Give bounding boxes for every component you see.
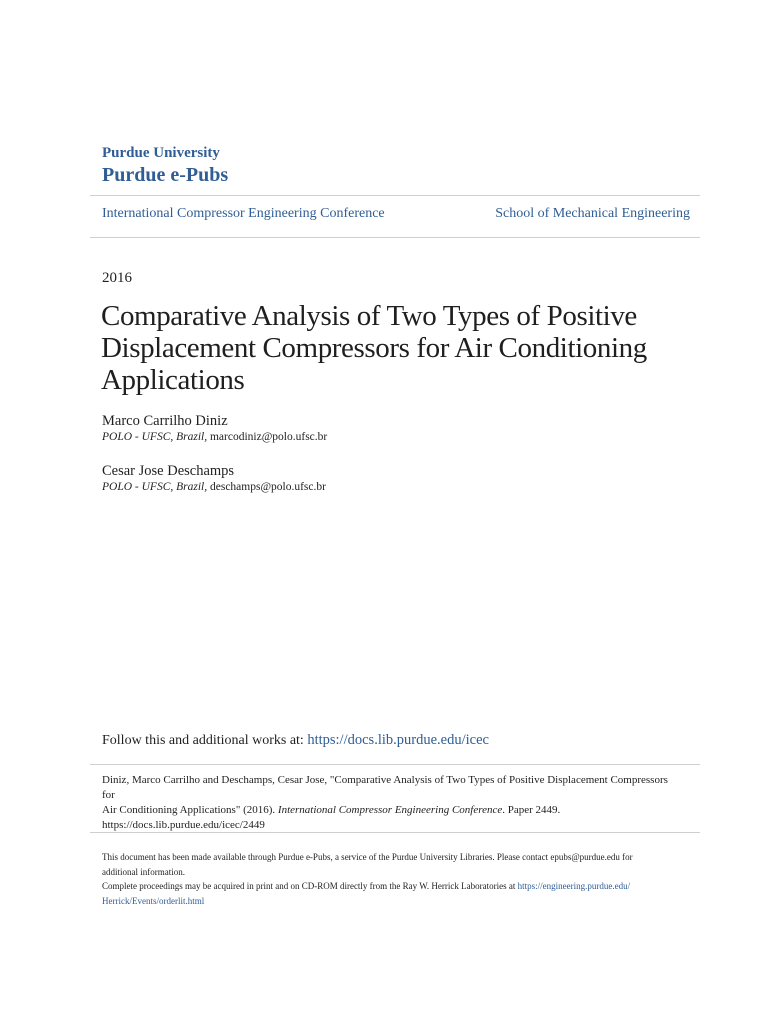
divider-nav xyxy=(90,237,700,238)
author-name: Marco Carrilho Diniz xyxy=(102,413,228,429)
follow-line xyxy=(102,732,489,749)
notice-line xyxy=(102,894,682,909)
notice-line: This document has been made available through Purdue e-Pubs, a service of the Purdue University Libraries. Please contact epubs@purdue.edu for xyxy=(102,852,633,862)
breadcrumb-nav xyxy=(102,206,690,222)
author-email: marcodiniz@polo.ufsc.br xyxy=(209,431,328,443)
repository-name[interactable]: Purdue e-Pubs xyxy=(102,164,229,186)
author-block xyxy=(102,462,326,495)
author-affiliation xyxy=(102,430,327,445)
notice-line: additional information. xyxy=(102,866,185,877)
herrick-link[interactable]: https://engineering.purdue.edu/ xyxy=(517,881,631,891)
notice-line: Complete proceedings may be acquired in print and on CD-ROM directly from the Ray W. Herrick Laboratories at https://engineering.purdue.edu/ xyxy=(102,881,631,891)
author-name: Cesar Jose Deschamps xyxy=(102,463,235,479)
citation-url: https://docs.lib.purdue.edu/icec/2449 xyxy=(102,819,265,831)
author-affiliation xyxy=(102,480,326,495)
citation-venue: International Compressor Engineering Conference xyxy=(277,804,503,816)
author-email: deschamps@polo.ufsc.br xyxy=(209,481,326,493)
notice-block xyxy=(102,850,682,908)
university-name[interactable]: Purdue University xyxy=(102,145,220,161)
divider-citation-bottom xyxy=(90,832,700,833)
affiliation-text: POLO - UFSC, Brazil, xyxy=(102,481,208,493)
paper-title xyxy=(101,300,701,396)
citation-line: Air Conditioning Applications" (2016). International Compressor Engineering Conference. Paper 2449. xyxy=(102,804,561,816)
follow-text: Follow this and additional works at: xyxy=(102,733,304,748)
title-line: Displacement Compressors for Air Conditioning xyxy=(101,332,647,364)
publication-year: 2016 xyxy=(102,270,132,286)
citation-line: Diniz, Marco Carrilho and Deschamps, Cesar Jose, "Comparative Analysis of Two Types of Positive Displacement Compressors for xyxy=(102,774,668,801)
divider-citation-top xyxy=(90,764,700,765)
herrick-link-continued[interactable]: Herrick/Events/orderlit.html xyxy=(102,895,205,906)
citation-block xyxy=(102,773,672,833)
title-line: Comparative Analysis of Two Types of Positive xyxy=(101,300,637,332)
conference-link[interactable]: International Compressor Engineering Conference xyxy=(102,206,385,221)
divider-top xyxy=(90,195,700,196)
title-line: Applications xyxy=(101,364,245,396)
school-link[interactable]: School of Mechanical Engineering xyxy=(495,206,690,221)
affiliation-text: POLO - UFSC, Brazil, xyxy=(102,431,208,443)
author-block xyxy=(102,412,327,445)
header-block xyxy=(102,145,228,187)
collection-link[interactable]: https://docs.lib.purdue.edu/icec xyxy=(307,732,489,748)
